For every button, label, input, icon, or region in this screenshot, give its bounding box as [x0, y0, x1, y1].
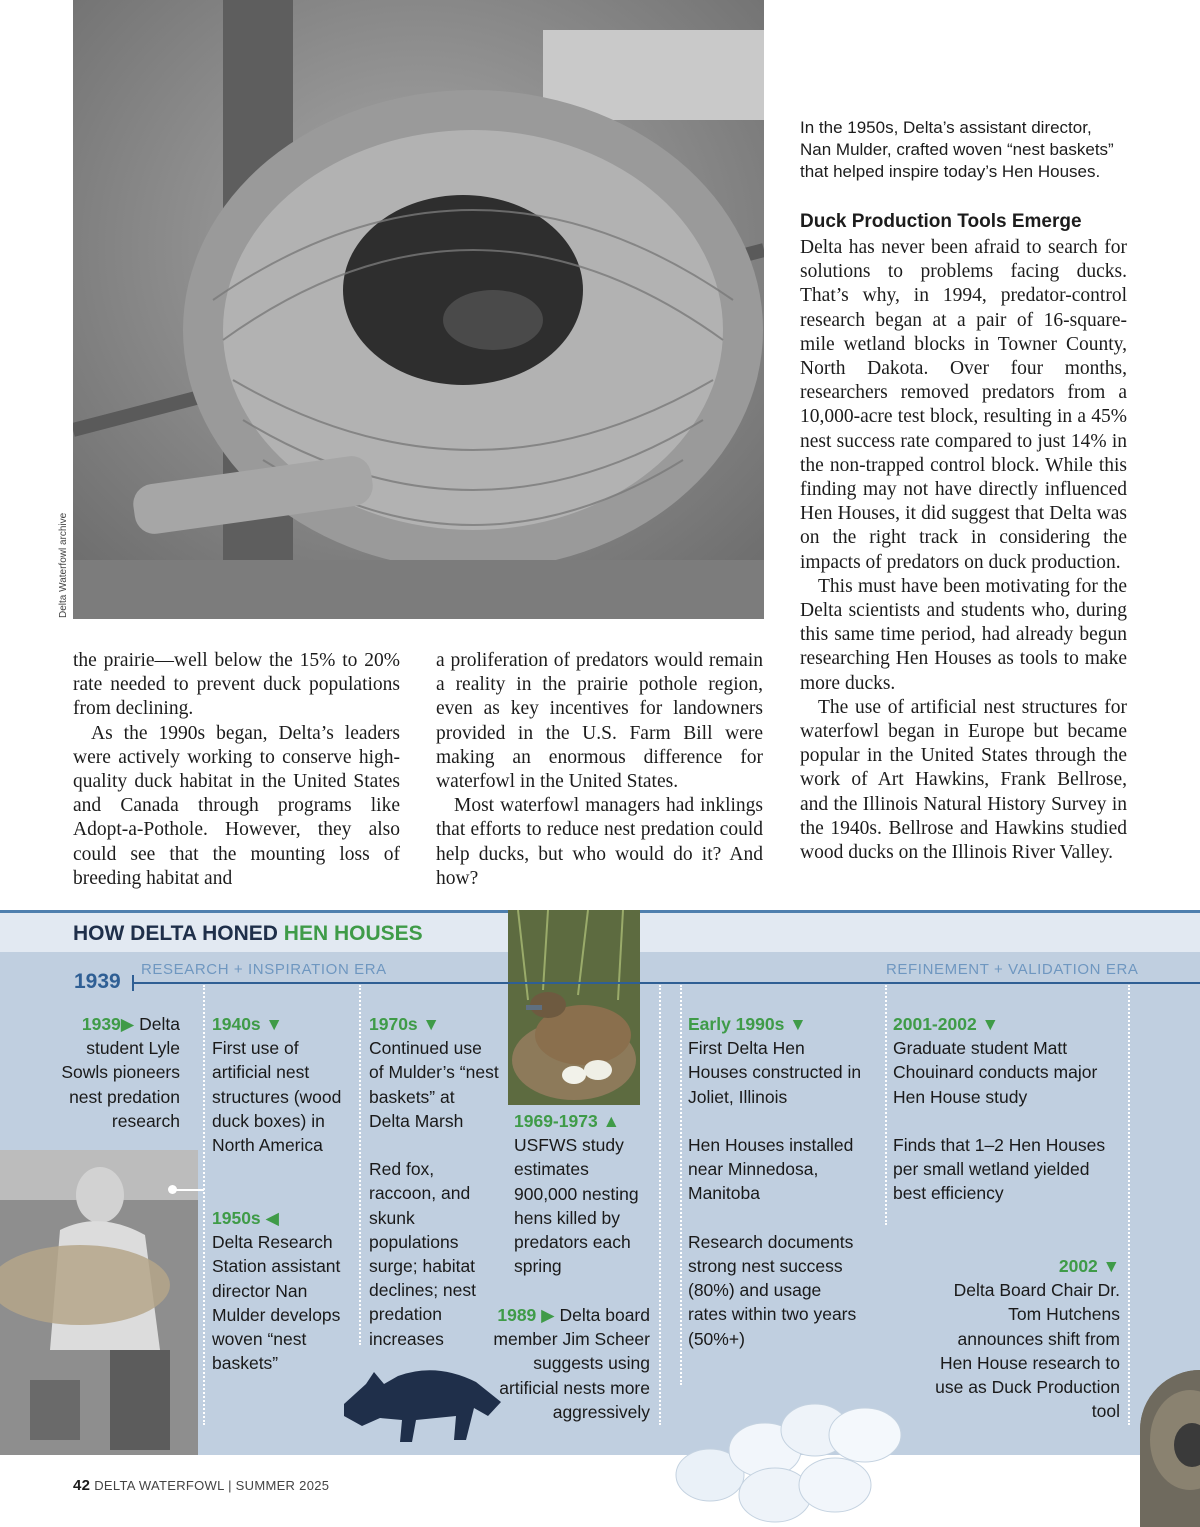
page-number: 42 [73, 1477, 91, 1494]
event-1970s [369, 1012, 499, 1351]
event-date: 1950s [212, 1208, 261, 1228]
timeline-start-year: 1939 [74, 970, 121, 993]
timeline-divider [680, 985, 682, 1385]
paragraph: Delta has never been afraid to search for solutions to problems facing ducks. That’s why, in 1994, predator-control research began at a pair of 16-square-mile wetland blocks in Towner County, North Dakota. Over four months, researchers removed predators from a 10,000-acre test block, resulting in a 45% nest success rate compared to just 14% in the non-trapped control block. While this finding may not have directly influenced Hen Houses, it did suggest that Delta was on the right track in considering the impacts of predators on duck production. [800, 237, 1127, 573]
timeline-divider [359, 985, 361, 1345]
event-early-1990s [688, 1012, 863, 1351]
event-text: Continued use of Mulder’s “nest baskets” at Delta Marsh [369, 1038, 499, 1131]
page-footer [73, 1477, 329, 1494]
body-column-3 [800, 236, 1127, 865]
event-text: First use of artificial nest structures (wood duck boxes) in North America [212, 1038, 342, 1156]
timeline-title-b: HEN HOUSES [283, 922, 423, 945]
event-text: First Delta Hen Houses constructed in Joliet, Illinois [688, 1038, 862, 1107]
issue-date: SUMMER 2025 [235, 1478, 330, 1493]
timeline-divider [203, 985, 205, 1425]
event-date: Early 1990s [688, 1014, 785, 1034]
event-date: 2001-2002 [893, 1014, 977, 1034]
event-date: 1970s [369, 1014, 418, 1034]
timeline-divider [1128, 985, 1130, 1425]
timeline-title-a: HOW DELTA HONED [73, 922, 278, 945]
body-column-2 [436, 649, 763, 891]
body-column-1 [73, 649, 400, 891]
event-text: USFWS study estimates 900,000 nesting hens killed by predators each spring [514, 1135, 639, 1277]
event-text: Delta student Lyle Sowls pioneers nest predation research [61, 1014, 180, 1131]
event-1940s [212, 1012, 352, 1157]
nest-basket-photo [73, 0, 764, 619]
footer-separator: | [228, 1478, 236, 1493]
paragraph: Most waterfowl managers had inklings that efforts to reduce nest predation could help ducks, but who would do it? And how? [436, 795, 763, 889]
duck-on-nest-illustration [508, 910, 640, 1105]
event-1950s [212, 1206, 352, 1375]
event-1989 [480, 1303, 650, 1424]
event-1939 [40, 1012, 180, 1133]
section-heading: Duck Production Tools Emerge [800, 211, 1082, 232]
event-text: Delta Board Chair Dr. Tom Hutchens announces shift from Hen House research to use as Duck Production tool [935, 1280, 1120, 1422]
timeline-divider [885, 985, 887, 1225]
arrow-down-icon: ▼ [265, 1014, 283, 1034]
paragraph: the prairie—well below the 15% to 20% rate needed to prevent duck populations from declining. [73, 650, 400, 720]
man-weaving-illustration [0, 1150, 198, 1455]
event-text: Finds that 1–2 Hen Houses per small wetland yielded best efficiency [893, 1135, 1106, 1204]
photo-caption: In the 1950s, Delta’s assistant director, Nan Mulder, crafted woven “nest baskets” that helped inspire today’s Hen Houses. [800, 118, 1114, 181]
arrow-right-icon: ▶ [120, 1014, 135, 1034]
event-text: Red fox, raccoon, and skunk populations surge; habitat declines; nest predation increases [369, 1159, 477, 1349]
timeline-axis-tick [132, 975, 134, 991]
timeline-title [73, 922, 423, 946]
arrow-up-icon: ▲ [602, 1111, 620, 1131]
arrow-down-icon: ▼ [1102, 1256, 1120, 1276]
paragraph: a proliferation of predators would remain a reality in the prairie pothole region, even as key incentives for landowners provided in the U.S. Farm Bill were making an enormous difference for waterfowl in the United States. [436, 650, 763, 793]
event-date: 1969-1973 [514, 1111, 598, 1131]
event-date: 1939 [81, 1014, 121, 1034]
event-2001-2002 [893, 1012, 1118, 1206]
duck-nest-photo [508, 910, 640, 1105]
event-text: Hen Houses installed near Minnedosa, Manitoba [688, 1135, 854, 1204]
arrow-down-icon: ▼ [422, 1014, 440, 1034]
arrow-down-icon: ▼ [789, 1014, 807, 1034]
timeline-axis [132, 982, 1200, 984]
photo-pointer-dot [168, 1185, 177, 1194]
eggs-illustration [665, 1395, 915, 1527]
event-text: Delta Research Station assistant director Nan Mulder develops woven “nest baskets” [212, 1232, 341, 1374]
event-text: Delta board member Jim Scheer suggests using artificial nests more aggressively [493, 1305, 650, 1422]
timeline-divider [659, 985, 661, 1425]
event-date: 1989 [497, 1305, 537, 1325]
event-text: Graduate student Matt Chouinard conducts major Hen House study [893, 1038, 1098, 1107]
event-2002 [930, 1254, 1120, 1423]
event-1969-1973 [514, 1109, 654, 1278]
era-label-refinement: REFINEMENT + VALIDATION ERA [886, 961, 1139, 978]
era-label-research: RESEARCH + INSPIRATION ERA [141, 961, 387, 978]
event-date: 2002 [1058, 1256, 1098, 1276]
event-date: 1940s [212, 1014, 261, 1034]
paragraph: This must have been motivating for the Delta scientists and students who, during this same time period, had already begun researching Hen Houses as tools to make more ducks. [800, 575, 1127, 694]
paragraph: As the 1990s began, Delta’s leaders were actively working to conserve high-quality duck habitat in the United States and Canada through programs like Adopt-a-Pothole. However, they also could see that the mounting loss of breeding habitat and [73, 722, 400, 889]
photo-credit: Delta Waterfowl archive [58, 512, 69, 618]
arrow-left-icon: ◀ [265, 1208, 280, 1228]
arrow-down-icon: ▼ [981, 1014, 999, 1034]
paragraph: The use of artificial nest structures for waterfowl began in Europe but became popular in the United States through the work of Art Hawkins, Frank Bellrose, and the Illinois Natural History Survey in the 1940s. Bellrose and Hawkins studied wood ducks on the Illinois River Valley. [800, 696, 1127, 864]
lyle-sowls-photo [0, 1150, 198, 1455]
nest-basket-illustration [73, 0, 764, 619]
arrow-right-icon: ▶ [541, 1305, 555, 1325]
magazine-name: DELTA WATERFOWL [94, 1478, 225, 1493]
event-text: Research documents strong nest success (80%) and usage rates within two years (50%+) [688, 1231, 857, 1349]
